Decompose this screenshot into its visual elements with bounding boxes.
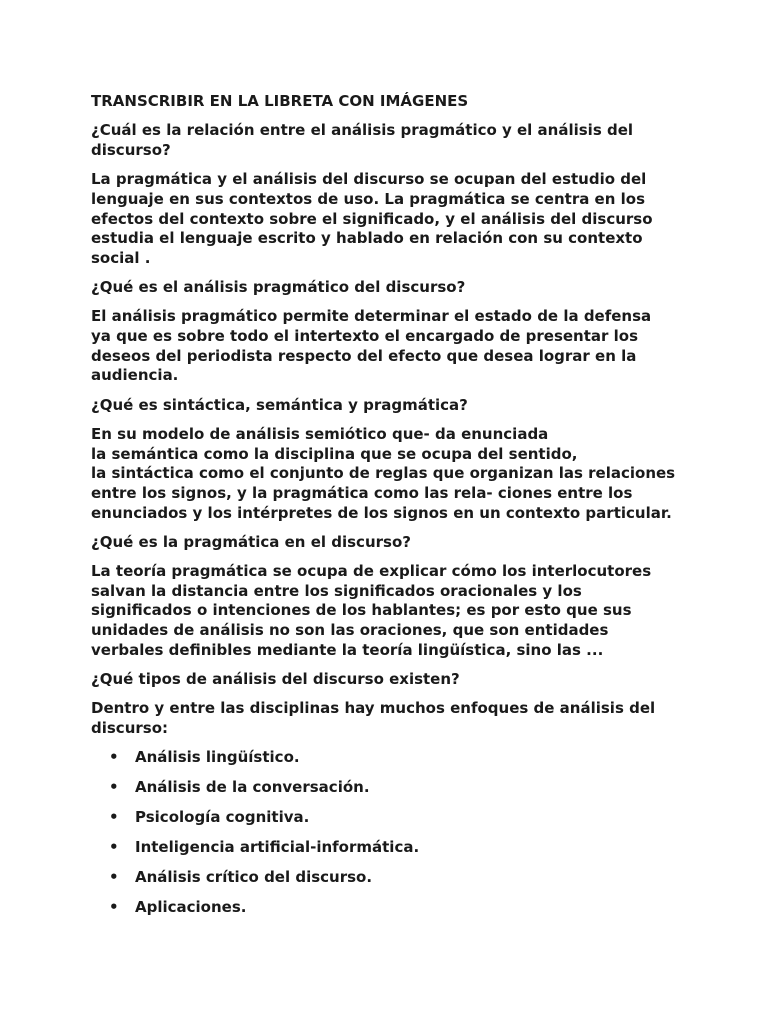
bullet-glyph: •: [109, 867, 119, 886]
document-title: TRANSCRIBIR EN LA LIBRETA CON IMÁGENES: [91, 92, 469, 110]
list-item: [91, 778, 691, 798]
question-line: ¿Qué es sintáctica, semántica y pragmática?: [91, 395, 468, 414]
answer-line: unidades de análisis no son las oraciones, que son entidades: [91, 621, 609, 640]
list-item-label: Análisis de la conversación.: [135, 778, 370, 797]
list-item-label: Análisis crítico del discurso.: [135, 867, 373, 886]
answer-line: ya que es sobre todo el intertexto el encargado de presentar los: [91, 327, 639, 346]
question-4: [91, 533, 691, 553]
document-page: [91, 92, 691, 928]
answer-line: La teoría pragmática se ocupa de explicar cómo los interlocutores: [91, 562, 652, 581]
question-2: [91, 278, 691, 298]
bullet-list: [91, 748, 691, 917]
list-item-label: Análisis lingüístico.: [135, 748, 300, 767]
answer-line: audiencia.: [91, 366, 179, 385]
answer-4: [91, 562, 691, 661]
question-3: [91, 396, 691, 416]
question-line: ¿Cuál es la relación entre el análisis pragmático y el análisis del: [91, 121, 634, 140]
question-line: ¿Qué tipos de análisis del discurso existen?: [91, 670, 460, 689]
answer-line: enunciados y los intérpretes de los signos en un contexto particular.: [91, 503, 672, 522]
answer-2: [91, 307, 691, 386]
answer-line: efectos del contexto sobre el significado, y el análisis del discurso: [91, 209, 653, 228]
answer-5: [91, 699, 691, 738]
list-item: [91, 808, 691, 828]
bullet-glyph: •: [109, 897, 119, 916]
answer-line: En su modelo de análisis semiótico que- da enunciada: [91, 424, 549, 443]
answer-line: social .: [91, 248, 151, 267]
answer-line: salvan la distancia entre los significados oracionales y los: [91, 581, 582, 600]
list-item: [91, 748, 691, 768]
answer-line: verbales definibles mediante la teoría lingüística, sino las ...: [91, 640, 604, 659]
answer-1: [91, 170, 691, 269]
list-item-label: Aplicaciones.: [135, 897, 247, 916]
bullet-glyph: •: [109, 837, 119, 856]
answer-line: El análisis pragmático permite determinar el estado de la defensa: [91, 307, 652, 326]
answer-line: lenguaje en sus contextos de uso. La pragmática se centra en los: [91, 189, 646, 208]
question-5: [91, 670, 691, 690]
answer-line: significados o intenciones de los hablantes; es por esto que sus: [91, 601, 632, 620]
answer-line: discurso:: [91, 718, 169, 737]
answer-line: deseos del periodista respecto del efecto que desea lograr en la: [91, 346, 637, 365]
answer-line: entre los signos, y la pragmática como las rela- ciones entre los: [91, 483, 633, 502]
answer-3: [91, 425, 691, 524]
list-item: [91, 898, 691, 918]
answer-line: La pragmática y el análisis del discurso se ocupan del estudio del: [91, 170, 647, 189]
question-line: ¿Qué es la pragmática en el discurso?: [91, 532, 411, 551]
list-item: [91, 838, 691, 858]
answer-line: estudia el lenguaje escrito y hablado en relación con su contexto: [91, 229, 643, 248]
answer-line: la sintáctica como el conjunto de reglas que organizan las relaciones: [91, 464, 676, 483]
question-line: discurso?: [91, 140, 171, 159]
list-item: [91, 868, 691, 888]
bullet-glyph: •: [109, 748, 119, 767]
answer-line: la semántica como la disciplina que se ocupa del sentido,: [91, 444, 578, 463]
list-item-label: Inteligencia artificial-informática.: [135, 837, 420, 856]
question-line: ¿Qué es el análisis pragmático del discurso?: [91, 278, 466, 297]
question-1: [91, 121, 691, 160]
answer-line: Dentro y entre las disciplinas hay muchos enfoques de análisis del: [91, 699, 656, 718]
bullet-glyph: •: [109, 778, 119, 797]
list-item-label: Psicología cognitiva.: [135, 807, 310, 826]
bullet-glyph: •: [109, 807, 119, 826]
